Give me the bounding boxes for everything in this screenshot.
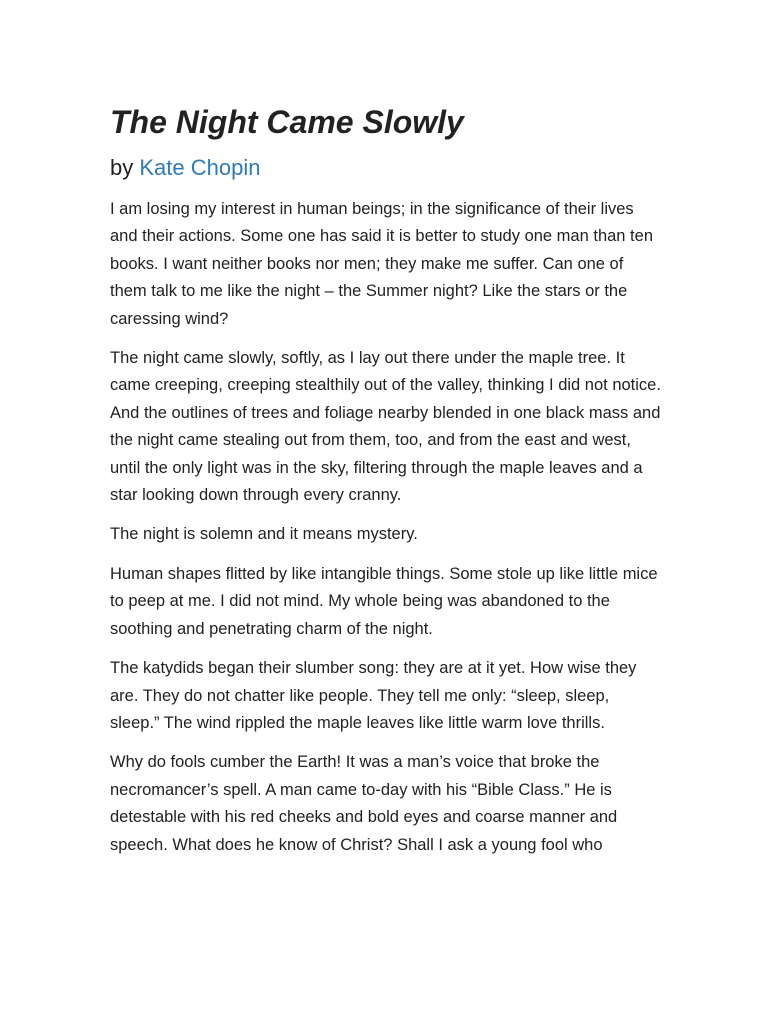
byline-prefix: by <box>110 155 140 180</box>
article <box>110 98 662 859</box>
byline <box>110 152 662 184</box>
paragraph-5: The katydids began their slumber song: they are at it yet. How wise they are. They do not chatter like people. They tell me only: “sleep, sleep, sleep.” The wind rippled the maple leaves like little warm love thrills. <box>110 659 637 732</box>
paragraph-4: Human shapes flitted by like intangible things. Some stole up like little mice to peep at me. I did not mind. My whole being was abandoned to the soothing and penetrating charm of the night. <box>110 564 658 638</box>
paragraph-6: Why do fools cumber the Earth! It was a man’s voice that broke the necromancer’s spell. A man came to-day with his “Bible Class.” He is detestable with his red cheeks and bold eyes and coarse manner and speech. What does he know of Christ? Shall I ask a young fool who <box>110 753 618 854</box>
paragraph-1: I am losing my interest in human beings; in the significance of their lives and their actions. Some one has said it is better to study one man than ten books. I want neither books nor men; they make me suffer. Can one of them talk to me like the night – the Summer night? Like the stars or the caressing wind? <box>110 200 653 328</box>
article-title: The Night Came Slowly <box>110 104 464 140</box>
paragraph-3: The night is solemn and it means mystery. <box>110 525 418 544</box>
paragraph-2: The night came slowly, softly, as I lay out there under the maple tree. It came creeping, creeping stealthily out of the valley, thinking I did not notice. And the outlines of trees and foliage nearby blended in one black mass and the night came stealing out from them, too, and from the east and west, until the only light was in the sky, filtering through the maple leaves and a star looking down through every cranny. <box>110 349 661 505</box>
author-link[interactable]: Kate Chopin <box>139 155 261 180</box>
